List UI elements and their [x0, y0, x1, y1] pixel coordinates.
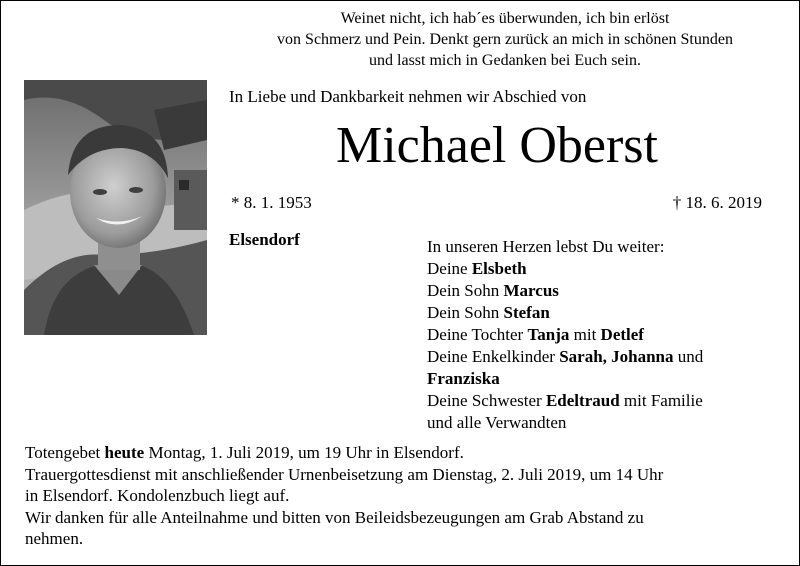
relation-text: Deine Enkelkinder — [427, 347, 560, 366]
mourner-line — [427, 302, 767, 324]
farewell-intro: In Liebe und Dankbarkeit nehmen wir Abschied von — [229, 87, 587, 106]
relation-text: Deine Schwester — [427, 391, 546, 410]
footer-emphasis: heute — [104, 443, 145, 462]
relation-text: Dein Sohn — [427, 303, 504, 322]
footer-text: Totengebet — [25, 443, 105, 462]
relation-text: Dein Sohn — [427, 281, 504, 300]
relation-text: Deine Tochter — [427, 325, 528, 344]
mourner-name: Stefan — [503, 303, 550, 322]
memorial-verse — [220, 8, 790, 71]
footer-line: Trauergottesdienst mit anschließender Urnenbeisetzung am Dienstag, 2. Juli 2019, um 14 Uhr — [25, 464, 664, 484]
relation-text: mit Familie — [619, 391, 703, 410]
footer-line: Wir danken für alle Anteilnahme und bitten von Beileidsbezeugungen am Grab Abstand zu — [25, 507, 644, 527]
mourner-line: und alle Verwandten — [427, 413, 567, 432]
mourner-name: Elsbeth — [471, 259, 527, 278]
mourner-name: Detlef — [600, 325, 644, 344]
mourner-line — [427, 280, 767, 302]
mourner-name: Sarah, Johanna — [559, 347, 674, 366]
birth-date: * 8. 1. 1953 — [231, 193, 312, 212]
portrait-photo — [24, 80, 207, 335]
mourner-name: Edeltraud — [545, 391, 620, 410]
mourner-line — [427, 368, 767, 390]
mourner-name: Franziska — [427, 369, 500, 388]
mourner-line — [427, 258, 767, 280]
footer-line — [25, 442, 785, 464]
relation-text: Deine — [427, 259, 472, 278]
mourner-line — [427, 390, 767, 412]
hometown: Elsendorf — [229, 230, 300, 249]
mourner-line — [427, 324, 767, 346]
verse-line: und lasst mich in Gedanken bei Euch sein. — [369, 52, 641, 69]
footer-line: in Elsendorf. Kondolenzbuch liegt auf. — [25, 486, 290, 506]
relation-text: mit — [569, 325, 601, 344]
mourner-line — [427, 346, 767, 368]
death-date: † 18. 6. 2019 — [672, 193, 762, 212]
verse-line: Weinet nicht, ich hab´es überwunden, ich bin erlöst — [340, 10, 670, 27]
mourners-heading: In unseren Herzen lebst Du weiter: — [427, 237, 665, 256]
footer-text: Montag, 1. Juli 2019, um 19 Uhr in Elsendorf. — [144, 443, 464, 462]
verse-line: von Schmerz und Pein. Denkt gern zurück an mich in schönen Stunden — [277, 31, 733, 48]
mourner-name: Tanja — [527, 325, 570, 344]
mourner-name: Marcus — [503, 281, 559, 300]
relation-text: und — [673, 347, 704, 366]
deceased-name: Michael Oberst — [335, 117, 658, 174]
mourners-list — [427, 236, 767, 434]
footer-line: nehmen. — [25, 529, 84, 549]
service-details — [25, 442, 785, 550]
